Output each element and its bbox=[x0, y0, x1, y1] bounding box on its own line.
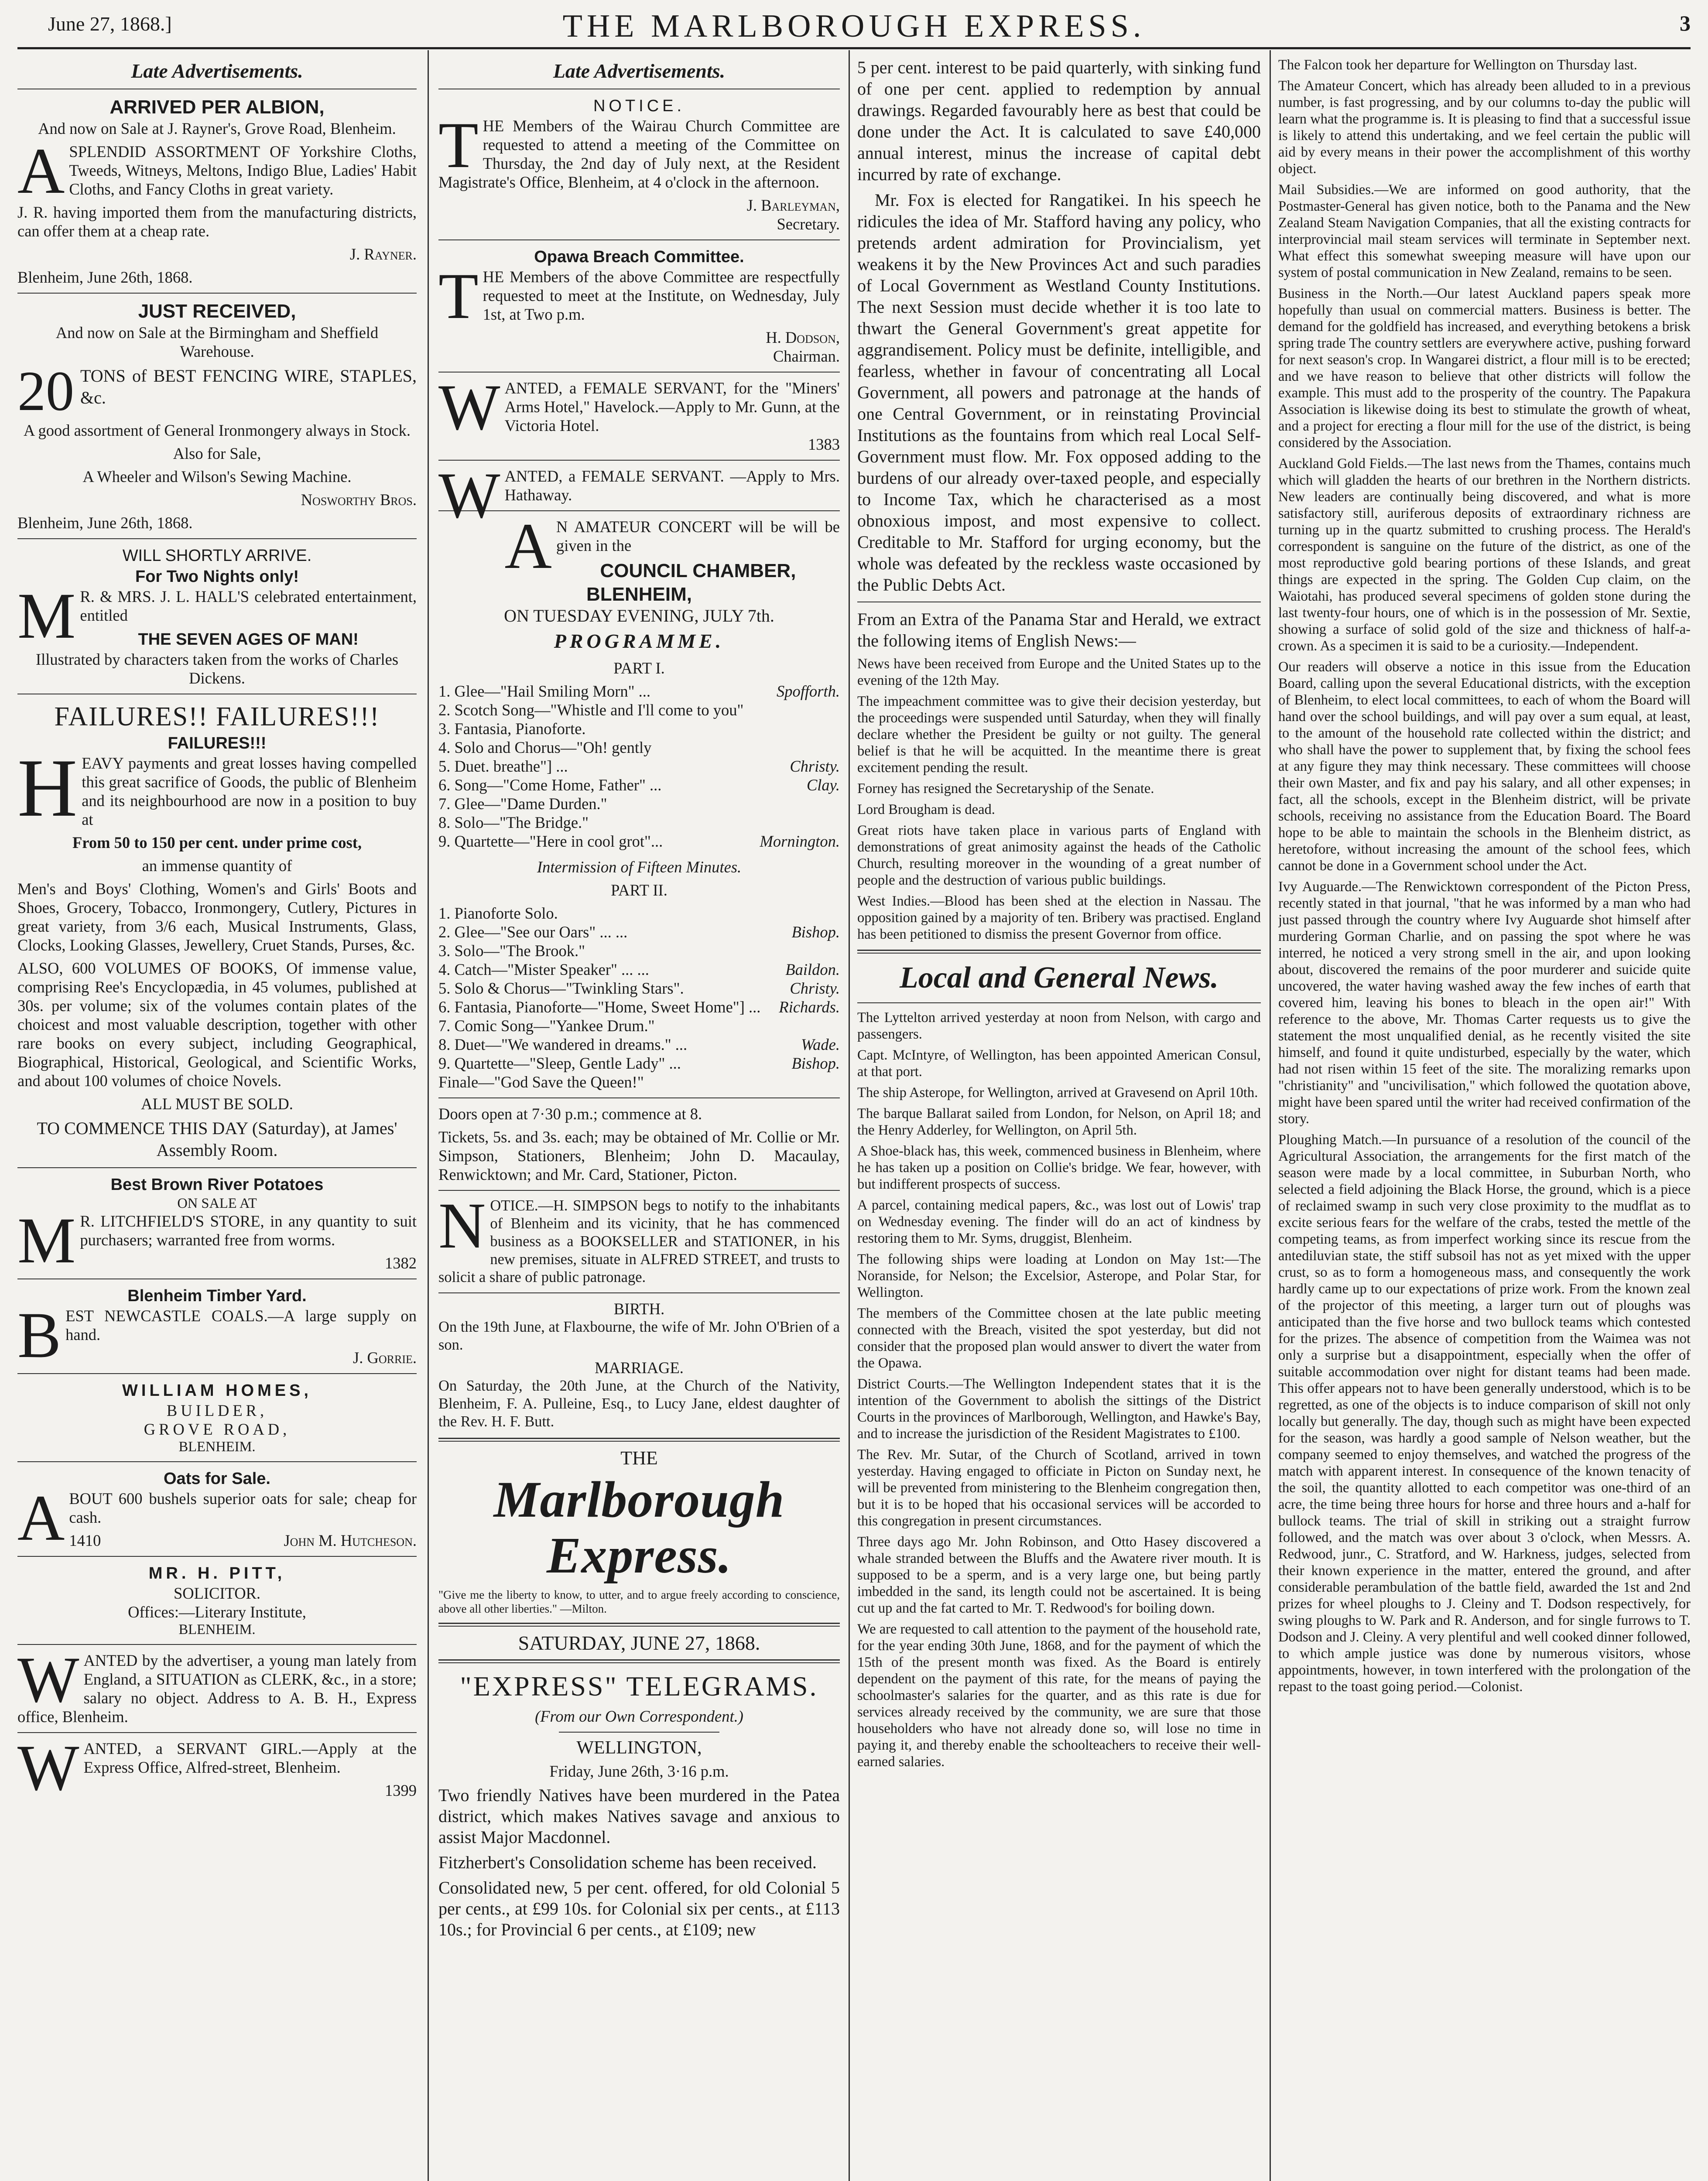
programme-item bbox=[438, 738, 840, 757]
divider bbox=[17, 538, 417, 539]
nameplate-the: THE bbox=[620, 1447, 658, 1469]
concert-date: ON TUESDAY EVENING, JULY 7th. bbox=[504, 606, 774, 626]
ad-subheading: And now on Sale at the Birmingham and Sheffield Warehouse. bbox=[55, 324, 379, 360]
news-item: Ploughing Match.—In pursuance of a resolution of the council of the Agricultural Association, the arrangements for the first match of the season were made by a local committee, in Suburban North, who selected a field adjoining the Black Horse, the ground, which is a piece of reclaimed swamp in such very close proximity to the mudflat as to excite serious fears for the welfare of the crabs, tested the mettle of the competing teams, as from imperfect working since its rescue from the antediluvian state, the stiff subsoil has not as yet mixed with the upper crust, so as to form a homogeneous mass, and consequently the work hardly came up to our expectations of prize work. From the known zeal of the projector of this meeting, a larger turn out of ploughs was anticipated than the five horse and two bullock teams which contested for the prizes. The absence of competition from the Waimea was not only a surprise but a disappointment, especially when the offer of suitable accommodation over night for distant teams had been made. This offer appears not to have been generally understood, which is to be regretted, as one of the objects is to induce comparison of skill not only locally but generally. The day, though such as might have been expected for the season, was hardly a good sample of Nelson weather, but the company seemed to enjoy themselves, and watched the progress of the match with apparent interest. In consequence of the known tenacity of the soil, the quantity allotted to each competitor was one-third of an acre, the time being three hours for horse and three hours and a-half for bullock teams. The trial of skill in striking out a straight furrow followed, and the match was over about 3 o'clock, when Messrs. A. Redwood, junr., C. Stratford, and W. Harkness, judges, selected from their known experience in the matter, entered the ground, and after considerable perambulation of the battle field, awarded the 1st and 2nd prizes for wheel ploughs to J. Cleiny and T. Dodson respectively, for swing ploughs to W. Park and R. Anderson, and for single furrows to T. Dodson and J. Cleiny. A very plentiful and well cooked dinner followed, to which ample justice was done by numerous visitors, whose appointments, however, in town interfered with the prolongation of the repast to the toast going period.—Colonist. bbox=[1278, 1132, 1691, 1695]
programme-item bbox=[438, 776, 840, 794]
telegrams bbox=[438, 1670, 840, 1940]
programme-item bbox=[438, 998, 840, 1016]
programme-item-composer: Wade. bbox=[801, 1036, 840, 1053]
ad-body: ALSO, 600 VOLUMES OF BOOKS, Of immense value, comprising Ree's Encyclopædia, in 45 volumes, published at 30s. per volume; six of the volumes contain plates of the choicest and most valuable description, together with other rare books on every subject, including Geographical, Biographical, Historical, Geological, and Scientific Works, and about 100 volumes of choice Novels. bbox=[17, 959, 417, 1090]
divider bbox=[17, 1461, 417, 1462]
programme-item-title: 4. Solo and Chorus—"Oh! gently bbox=[438, 738, 652, 756]
ad-heading: ARRIVED PER ALBION, bbox=[110, 96, 325, 118]
divider bbox=[559, 1732, 719, 1733]
programme-part: PART I. bbox=[613, 659, 665, 677]
birth-body: On the 19th June, at Flaxbourne, the wife of Mr. John O'Brien of a son. bbox=[438, 1319, 840, 1353]
ad-just-received bbox=[17, 300, 417, 532]
news-item: Business in the North.—Our latest Auckland papers speak more hopefully than usual on commercial matters. Business is better. The demand for the goldfield has increased, and everything betokens a brisk spring trade The country settlers are everywhere active, pushing forward for next season's crop. In Wangarei district, a flour mill is to be erected; and we have reason to believe that other districts will follow the example. This must add to the prosperity of the country. The Papakura Association is likewise doing its best to stimulate the growth of wheat, and a project for erecting a flour mill for the use of the district, is being considered by the Association. bbox=[1278, 286, 1691, 451]
programme-item-title: 4. Catch—"Mister Speaker" ... ... bbox=[438, 961, 649, 978]
column-divider bbox=[849, 50, 850, 2181]
ad-body: HEAVY payments and great losses having compelled this great sacrifice of Goods, the public of Blenheim and its neighbourhood are now in a position to buy at bbox=[17, 742, 417, 834]
ad-trade: BUILDER, bbox=[166, 1402, 268, 1419]
masthead-rule bbox=[17, 47, 1691, 49]
ad-homes bbox=[17, 1380, 417, 1455]
programme-item bbox=[438, 832, 840, 851]
news-item: Our readers will observe a notice in this issue from the Education Board, calling upon the several Educational districts, with the exception of Blenheim, to elect local committees, to each of whom the Board will hand over the school buildings, and will pay over a sum equal, at least, to the amount of the household rate collected within the district; and who shall have the power to supplement that, by fixing the school fees at any figure they may think necessary. These committees will choose their own Master, and fix and pay his salary, and all other expenses; in fact, all the schools, except in the Blenheim district, will be private schools, receiving no assistance from the Education Board. The Board hope to be able to maintain the schools in the Blenheim district, as heretofore, without increasing the amount of the school fees, which cannot be done in a Government school under the Act. bbox=[1278, 659, 1691, 874]
notice-body: THE Members of the Wairau Church Committee are requested to attend a meeting of the Committee on Thursday, the 2nd day of July next, at the Resident Magistrate's Office, Blenheim, at 4 o'clock in the afternoon. bbox=[438, 109, 840, 191]
divider bbox=[438, 1190, 840, 1191]
column-2 bbox=[438, 57, 840, 2181]
telegram-paragraph: Consolidated new, 5 per cent. offered, for old Colonial 5 per cents., at £99 10s. for Colonial six per cents., at £113 10s.; for Provincial 6 per cents., at £109; new bbox=[438, 1878, 840, 1939]
english-news-item: Forney has resigned the Secretaryship of the Senate. bbox=[857, 781, 1154, 797]
english-news-item: Lord Brougham is dead. bbox=[857, 802, 995, 817]
divider bbox=[17, 1556, 417, 1557]
marriage-heading: MARRIAGE. bbox=[595, 1359, 684, 1377]
programme-item bbox=[438, 719, 840, 738]
divider bbox=[857, 1002, 1261, 1003]
ad-albion bbox=[17, 96, 417, 287]
ad-heading: Best Brown River Potatoes bbox=[110, 1176, 324, 1194]
ad-body: ASPLENDID ASSORTMENT OF Yorkshire Cloths, Tweeds, Witneys, Meltons, Indigo Blue, Ladies' Habit Cloths, and Fancy Cloths in great variety. bbox=[17, 135, 417, 207]
ad-pitt bbox=[17, 1563, 417, 1638]
programme-item-title: 2. Glee—"See our Oars" ... ... bbox=[438, 923, 628, 941]
ad-subheading: FAILURES!!! bbox=[168, 734, 267, 752]
ad-heading: Blenheim Timber Yard. bbox=[127, 1287, 307, 1305]
ad-wanted-servant-girl: WANTED, a SERVANT GIRL.—Apply at the Express Office, Alfred-street, Blenheim. bbox=[17, 1732, 417, 1804]
programme-item-title: Finale—"God Save the Queen!" bbox=[438, 1073, 644, 1091]
ad-body: TO COMMENCE THIS DAY (Saturday), at James' Assembly Room. bbox=[37, 1118, 397, 1160]
ad-signature: J. Gorrie. bbox=[353, 1349, 417, 1367]
telegram-paragraph: Fitzherbert's Consolidation scheme has been received. bbox=[438, 1853, 817, 1872]
divider bbox=[438, 1097, 840, 1098]
column-divider bbox=[428, 50, 429, 2181]
ad-heading: WILL SHORTLY ARRIVE. bbox=[122, 547, 312, 565]
ad-title: SOLICITOR. bbox=[173, 1584, 261, 1602]
telegram-paragraph: Two friendly Natives have been murdered in the Patea district, which makes Natives savage and anxious to assist Major Macdonnel. bbox=[438, 1785, 840, 1847]
programme-part: PART II. bbox=[611, 881, 667, 899]
ad-heading: MR. H. PITT, bbox=[148, 1564, 286, 1583]
ad-body: A good assortment of General Ironmongery always in Stock. bbox=[24, 421, 411, 439]
concert-intro: AN AMATEUR CONCERT will be will be given in the bbox=[504, 510, 840, 582]
programme-item bbox=[438, 1035, 840, 1054]
concert-venue: COUNCIL CHAMBER, BLENHEIM, bbox=[586, 560, 796, 605]
news-item: Capt. McIntyre, of Wellington, has been appointed American Consul, at that port. bbox=[857, 1047, 1261, 1080]
ad-body: A Wheeler and Wilson's Sewing Machine. bbox=[82, 468, 352, 485]
ad-offices: Offices:—Literary Institute, bbox=[128, 1603, 306, 1621]
ad-timber bbox=[17, 1285, 417, 1371]
masthead bbox=[0, 0, 1708, 44]
divider bbox=[17, 1167, 417, 1168]
ad-body: ALL MUST BE SOLD. bbox=[141, 1095, 293, 1113]
programme-item-composer: Clay. bbox=[806, 776, 840, 794]
divider bbox=[438, 1292, 840, 1293]
notice-role: Chairman. bbox=[773, 347, 840, 365]
ad-date: Blenheim, June 26th, 1868. bbox=[17, 514, 193, 532]
ad-heading: WILLIAM HOMES, bbox=[122, 1381, 312, 1400]
programme-item-title: 1. Pianoforte Solo. bbox=[438, 904, 558, 922]
telegrams-heading: "EXPRESS" TELEGRAMS. bbox=[460, 1671, 818, 1702]
ad-body: Men's and Boys' Clothing, Women's and Girls' Boots and Shoes, Grocery, Tobacco, Ironmongery, Cutlery, Pictures in great variety, from 3/6 each, Musical Instruments, Glass, Clocks, Looking Glasses, Jewellery, Cruet Stands, Purses, &c. bbox=[17, 880, 417, 954]
ad-number: 1383 bbox=[808, 435, 840, 453]
ad-oats bbox=[17, 1468, 417, 1554]
divider bbox=[438, 1623, 840, 1627]
programme-item-composer: Baildon. bbox=[785, 961, 840, 978]
nameplate-motto: "Give me the liberty to know, to utter, and to argue freely according to conscience, above all other liberties." —Milton. bbox=[438, 1588, 840, 1615]
programme-item-title: 2. Scotch Song—"Whistle and I'll come to you" bbox=[438, 701, 744, 719]
programme-item-composer: Bishop. bbox=[791, 923, 840, 941]
programme-item-title: 6. Fantasia, Pianoforte—"Home, Sweet Home"] ... bbox=[438, 998, 761, 1016]
divider bbox=[17, 293, 417, 294]
paper-nameplate bbox=[438, 1449, 840, 1663]
programme-item bbox=[438, 960, 840, 979]
divider bbox=[17, 1373, 417, 1374]
local-news-heading: Local and General News. bbox=[899, 961, 1219, 995]
ad-will-arrive bbox=[17, 545, 417, 687]
ad-number: 1399 bbox=[385, 1781, 417, 1799]
programme-item-title: 1. Glee—"Hail Smiling Morn" ... bbox=[438, 682, 651, 700]
programme-list bbox=[438, 904, 840, 1091]
programme-item-title: 8. Duet—"We wandered in dreams." ... bbox=[438, 1036, 688, 1053]
page-number: 3 bbox=[1680, 11, 1691, 35]
programme-item bbox=[438, 904, 840, 923]
news-item: A parcel, containing medical papers, &c., was lost out of Lowis' trap on Wednesday evening. The finder will do an act of kindness by restoring them to Mr. Syms, druggist, Blenheim. bbox=[857, 1197, 1261, 1246]
notice-simpson: NOTICE.—H. SIMPSON begs to notify to the inhabitants of Blenheim and its vicinity, that he has commenced business as a BOOKSELLER and STATIONER, in his new premises, situate in ALFRED STREET, and trusts to solicit a share of public patronage. bbox=[438, 1190, 840, 1285]
programme-item-composer: Christy. bbox=[790, 757, 840, 775]
news-item: The members of the Committee chosen at the late public meeting connected with the Breach, visited the spot yesterday, but did not consider that the proposed plan would answer to divert the water from the Opawa. bbox=[857, 1306, 1261, 1371]
programme-item-composer: Bishop. bbox=[791, 1054, 840, 1072]
programme-item bbox=[438, 701, 840, 719]
english-news-item: Great riots have taken place in various parts of England with demonstrations of great animosity against the heads of the Catholic Church, resulting moreover in the wounding of a great number of people and the destruction of various public buildings. bbox=[857, 823, 1261, 888]
ad-signature: John M. Hutcheson. bbox=[284, 1531, 417, 1549]
ad-town: BLENHEIM. bbox=[178, 1622, 256, 1637]
programme-item-title: 5. Solo & Chorus—"Twinkling Stars". bbox=[438, 979, 684, 997]
notice-signature: J. Barleyman, bbox=[746, 196, 840, 214]
divider bbox=[438, 239, 840, 240]
programme-item-title: 7. Comic Song—"Yankee Drum." bbox=[438, 1017, 655, 1035]
programme-item-title: 7. Glee—"Dame Durden." bbox=[438, 795, 607, 813]
programme-item-title: 3. Fantasia, Pianoforte. bbox=[438, 720, 586, 738]
column-divider bbox=[1270, 50, 1271, 2181]
concert-tickets: Tickets, 5s. and 3s. each; may be obtained of Mr. Collie or Mr. Simpson, Stationers, Blenheim; John D. Macaulay, Renwicktown; and Mr. Card, Stationer, Picton. bbox=[438, 1128, 840, 1183]
ad-price: an immense quantity of bbox=[142, 857, 292, 875]
ad-body: Illustrated by characters taken from the works of Charles Dickens. bbox=[35, 650, 399, 687]
ad-number: 1410 bbox=[69, 1531, 101, 1549]
programme-item-title: 9. Quartette—"Sleep, Gentle Lady" ... bbox=[438, 1054, 681, 1072]
programme-item-composer: Christy. bbox=[790, 979, 840, 997]
news-item: The following ships were loading at London on May 1st:—The Noranside, for Nelson; the Excelsior, Asterope, and Polar Star, for Wellington. bbox=[857, 1251, 1261, 1300]
programme-item bbox=[438, 979, 840, 998]
nameplate-title: Marlborough Express. bbox=[493, 1471, 785, 1584]
ad-heading: FAILURES!! FAILURES!!! bbox=[54, 702, 380, 732]
telegram-paragraph: 5 per cent. interest to be paid quarterly, with sinking fund of one per cent. applied to redemption by annual drawings. Regarded favourably here as best that could be done under the Act. It is calculated to save £40,000 annual interest, minus the increase of capital debt incurred by rate of exchange. bbox=[857, 58, 1261, 184]
ad-fencing bbox=[17, 365, 417, 417]
ad-signature: Nosworthy Bros. bbox=[301, 491, 417, 509]
ad-body: MR. & MRS. J. L. HALL'S celebrated entertainment, entitled bbox=[17, 580, 417, 652]
programme-heading: PROGRAMME. bbox=[554, 630, 725, 652]
programme-item-title: 5. Duet. breathe"] ... bbox=[438, 757, 568, 775]
notice-church-committee bbox=[438, 96, 840, 233]
divider bbox=[857, 950, 1261, 954]
programme-interval: Intermission of Fifteen Minutes. bbox=[537, 858, 742, 876]
ad-female-servant: WANTED, a FEMALE SERVANT, for the "Miners' Arms Hotel," Havelock.—Apply to Mr. Gunn, at the Victoria Hotel. bbox=[438, 371, 840, 444]
telegrams-sub: (From our Own Correspondent.) bbox=[535, 1707, 743, 1725]
programme-item-title: 9. Quartette—"Here in cool grot"... bbox=[438, 832, 663, 850]
news-item: The barque Ballarat sailed from London, for Nelson, on April 18; and the Henry Adderley, for Wellington, on April 5th. bbox=[857, 1106, 1261, 1138]
programme-item-title: 8. Solo—"The Bridge." bbox=[438, 814, 589, 831]
notice-opawa bbox=[438, 246, 840, 366]
news-item: Three days ago Mr. John Robinson, and Otto Hasey discovered a whale stranded between the Bluffs and the Awatere river mouth. It is supposed to be a sperm, and is a very large one, but being partly imbedded in the sand, its length could not be ascertained. It is being cut up and the fat carted to Mr. T. Redwood's for boiling down. bbox=[857, 1534, 1261, 1616]
notice-body: THE Members of the above Committee are respectfully requested to meet at the Institute, on Wednesday, July 1st, at Two p.m. bbox=[438, 260, 840, 332]
concert-ad bbox=[438, 510, 840, 1184]
divider bbox=[438, 1659, 840, 1663]
programme-item bbox=[438, 923, 840, 941]
ad-heading: Oats for Sale. bbox=[164, 1470, 270, 1488]
ad-heading: JUST RECEIVED, bbox=[138, 301, 296, 322]
ad-subheading: For Two Nights only! bbox=[135, 567, 299, 586]
marriage-body: On Saturday, the 20th June, at the Church of the Nativity, Blenheim, F. A. Pulleine, Esq., to Lucy Jane, eldest daughter of the Rev. H. F. Butt. bbox=[438, 1378, 840, 1430]
programme-item bbox=[438, 1073, 840, 1091]
notice-signature: H. Dodson, bbox=[766, 328, 840, 346]
programme-item-composer: Mornington. bbox=[760, 832, 840, 850]
notice-heading: Opawa Breach Committee. bbox=[534, 248, 744, 266]
ad-body: Also for Sale, bbox=[173, 444, 261, 462]
ad-subheading: And now on Sale at J. Rayner's, Grove Road, Blenheim. bbox=[38, 120, 396, 137]
news-item: Ivy Auguarde.—The Renwicktown correspondent of the Picton Press, recently stated in that journal, "that he was informed by a man who had just passed through the country where Ivy Auguarde shot himself after murdering Gorman Charlie, and on passing the spot where he was interred, he noticed a very strong smell in the air, and upon looking about, discovered the remains of the poor murderer and suicide quite uncovered, the water having washed away the few inches of earth that covered him, leaving his bones to bleach in the open air!" With reference to the above, Mr. Thomas Carter requests us to give the statement the most unqualified denial, as he recently visited the site himself, and found it quite undisturbed, especially by the water, which had not risen within 15 feet of the site. The moralizing remarks upon "christianity" and "uncivilisation," which followed the quotation above, might have been spared until the writer had received confirmation of the story. bbox=[1278, 879, 1691, 1127]
telegrams-place: WELLINGTON, bbox=[576, 1738, 702, 1758]
programme-item bbox=[438, 794, 840, 813]
english-news-intro: From an Extra of the Panama Star and Herald, we extract the following items of English News:— bbox=[857, 609, 1261, 650]
ad-body: MR. LITCHFIELD'S STORE, in any quantity to suit purchasers; warranted free from worms. bbox=[17, 1204, 417, 1277]
programme-item bbox=[438, 1054, 840, 1073]
telegrams-date: Friday, June 26th, 3·16 p.m. bbox=[549, 1762, 729, 1780]
news-item: The Lyttelton arrived yesterday at noon from Nelson, with cargo and passengers. bbox=[857, 1010, 1261, 1042]
news-item: The Amateur Concert, which has already been alluded to in a previous number, is fast progressing, and by our columns to-day the public will learn what the programme is. It is pleasing to find that a successful issue is likely to attend this undertaking, and we feel certain the public will aid by every means in their power the accomplishment of this worthy object. bbox=[1278, 78, 1691, 177]
issue-date: June 27, 1868.] bbox=[48, 13, 172, 35]
news-item: Mail Subsidies.—We are informed on good authority, that the Postmaster-General has given notice, both to the Panama and the New Zealand Steam Navigation Companies, that all the existing contracts for interprovincial mail steam services will terminate in September next. What effect this somewhat sweeping measure will have upon our system of postal communication in New Zealand, remains to be seen. bbox=[1278, 182, 1691, 280]
column-1 bbox=[17, 57, 417, 2181]
birth-heading: BIRTH. bbox=[613, 1300, 665, 1318]
news-item: The Rev. Mr. Sutar, of the Church of Scotland, arrived in town yesterday. Having engaged to officiate in Picton on Sunday next, he will be prevented from ministering to the Blenheim congregation then, but it is to be hoped that his occasional services will be accorded to this congregation in present circumstances. bbox=[857, 1447, 1261, 1529]
telegram-paragraph: Mr. Fox is elected for Rangatikei. In his speech he ridicules the idea of Mr. Stafford having any policy, who pretends ardent admiration for Provincialism, yet weakens it by the New Provinces Act and such paradies of Local Government as Westland County Institutions. The next Session must decide whether it is too late to thwart the General Government's great appetite for aggrandisement. Policy must be definite, intelligible, and fearless, whether in favour of concentrating all Local Government, all powers and patronage at the hands of one Central Government, or in reinstating Provincial Institutions as the fountains from which real Local Self-Government must flow. Mr. Fox opposed adding to the burdens of our already over-taxed people, and especially to Income Tax, which he characterised as a most obnoxious impost, and most expensive to collect. Creditable to Mr. Stafford for urging economy, but the whole was defeated by the reckless waste occasioned by the Public Debts Act. bbox=[857, 190, 1261, 595]
news-item: A Shoe-black has, this week, commenced business in Blenheim, where he has taken up a position on Collie's bridge. We fear, however, with but indifferent prospects of success. bbox=[857, 1143, 1261, 1192]
column-3 bbox=[857, 57, 1261, 2181]
ad-body: TONS of BEST FENCING WIRE, STAPLES, &c. bbox=[80, 366, 417, 407]
section-heading: Late Advertisements. bbox=[131, 60, 303, 82]
nameplate-date: SATURDAY, JUNE 27, 1868. bbox=[518, 1632, 760, 1654]
notice-heading: NOTICE. bbox=[593, 97, 685, 115]
programme-item-title: 6. Song—"Come Home, Father" ... bbox=[438, 776, 662, 794]
ad-body: J. R. having imported them from the manufacturing districts, can offer them at a cheap rate. bbox=[17, 203, 417, 240]
ad-address: GROVE ROAD, bbox=[144, 1420, 291, 1438]
ad-body: ABOUT 600 bushels superior oats for sale; cheap for cash. bbox=[17, 1482, 417, 1554]
ad-failures bbox=[17, 701, 417, 1161]
ad-wanted-clerk: WANTED by the advertiser, a young man lately from England, a SITUATION as CLERK, &c., in a store; salary no object. Address to A. B. H., Express office, Blenheim. bbox=[17, 1644, 417, 1726]
news-item: The ship Asterope, for Wellington, arrived at Gravesend on April 10th. bbox=[857, 1085, 1258, 1101]
english-news-item: West Indies.—Blood has been shed at the election in Nassau. The opposition gained by a majority of ten. Bribery was practised. England has been petitioned to dismiss the present Governor from office. bbox=[857, 893, 1261, 942]
ad-body: BEST NEWCASTLE COALS.—A large supply on hand. bbox=[17, 1299, 417, 1371]
ad-price: From 50 to 150 per cent. under prime cost, bbox=[72, 834, 362, 851]
programme-item bbox=[438, 813, 840, 832]
programme-item bbox=[438, 757, 840, 776]
ad-potatoes bbox=[17, 1174, 417, 1277]
programme-item-composer: Richards. bbox=[779, 998, 840, 1016]
ad-title: THE SEVEN AGES OF MAN! bbox=[138, 630, 359, 649]
english-news-item: News have been received from Europe and the United States up to the evening of the 12th May. bbox=[857, 656, 1261, 688]
ad-tons-number: 20 bbox=[17, 365, 74, 417]
programme-list bbox=[438, 682, 840, 851]
english-news-item: The impeachment committee was to give their decision yesterday, but the proceedings were suspended until Saturday, when they will finally declare whether the President be guilty or not guilty. The general belief is that he will be acquitted. In the meantime there is great excitement pending the result. bbox=[857, 694, 1261, 776]
programme-item bbox=[438, 941, 840, 960]
section-heading: Late Advertisements. bbox=[553, 60, 726, 82]
news-item: District Courts.—The Wellington Independent states that it is the intention of the Government to abolish the sittings of the District Courts in the provinces of Marlborough, Wellington, and Hawke's Bay, and to increase the jurisdiction of the Resident Magistrates to £100. bbox=[857, 1376, 1261, 1442]
ad-town: BLENHEIM. bbox=[178, 1439, 256, 1455]
notice-role: Secretary. bbox=[777, 215, 840, 233]
paper-title: THE MARLBOROUGH EXPRESS. bbox=[562, 8, 1146, 44]
programme-item bbox=[438, 682, 840, 701]
column-4 bbox=[1278, 57, 1691, 2181]
news-item: The Falcon took her departure for Wellington on Thursday last. bbox=[1278, 57, 1637, 73]
ad-footer bbox=[69, 1531, 417, 1550]
divider bbox=[438, 1438, 840, 1442]
ad-number: 1382 bbox=[385, 1254, 417, 1272]
programme-item bbox=[438, 1016, 840, 1035]
concert-doors: Doors open at 7·30 p.m.; commence at 8. bbox=[438, 1105, 702, 1123]
ad-date: Blenheim, June 26th, 1868. bbox=[17, 268, 193, 286]
ad-signature: J. Rayner. bbox=[349, 245, 417, 263]
news-item: We are requested to call attention to the payment of the household rate, for the year ending 30th June, 1868, and for the payment of which the 15th of the present month was fixed. As the Board is entirely dependent on the payment of this rate, for the means of paying the schoolmaster's salaries for the quarter, and as this rate is due for services already received by the community, we are sure that those householders who have not already done so, will lose no time in paying it, and thereby enable the schoolteachers to receive their well-earned salaries. bbox=[857, 1621, 1261, 1770]
ad-subheading: ON SALE AT bbox=[177, 1196, 257, 1211]
programme-item-title: 3. Solo—"The Brook." bbox=[438, 942, 585, 960]
news-item: Auckland Gold Fields.—The last news from the Thames, contains much which will gladden the hearts of our brethren in the Northern districts. New leaders are continually being discovered, and what is more satisfactory still, auriferous deposits of extraordinary richness are turning up in the quartz submitted to crushing process. The Herald's correspondent is sanguine on the future of the district, as one of the most reproductive gold bearing portions of these Islands, and great things are expected in the spring. The Golden Cup claim, on the Waiotahi, has produced several specimens of golden stone during the last twenty-four hours, one of which is in the possession of Mr. Sextie, showing a surface of solid gold of the size and thickness of half-a-crown. As a specimen it is said to be a curiosity.—Independent. bbox=[1278, 456, 1691, 654]
ad-female-servant: WANTED, a FEMALE SERVANT. —Apply to Mrs. Hathaway. bbox=[438, 459, 840, 532]
programme-item-composer: Spofforth. bbox=[776, 682, 840, 700]
